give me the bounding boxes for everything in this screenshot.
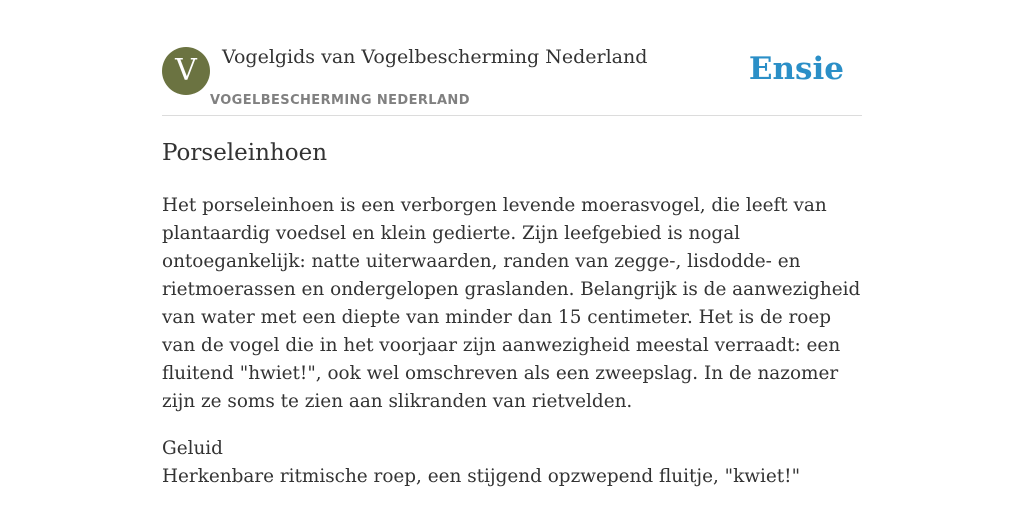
entry-subheading: Geluid — [162, 438, 223, 459]
page — [162, 0, 862, 512]
entry-subtext: Herkenbare ritmische roep, een stijgend opzwepend fluitje, "kwiet!" — [162, 466, 801, 487]
entry-title: Porseleinhoen — [162, 140, 328, 166]
source-title[interactable]: Vogelgids van Vogelbescherming Nederland — [222, 46, 648, 68]
ensie-logo[interactable]: Ensie — [748, 51, 844, 87]
source-avatar: V — [162, 47, 210, 95]
source-header — [162, 0, 862, 116]
source-organization[interactable]: VOGELBESCHERMING NEDERLAND — [210, 93, 470, 108]
entry-body: Het porseleinhoen is een verborgen levende moerasvogel, die leeft van plantaardig voedsel en klein gedierte. Zijn leefgebied is nogal ontoegankelijk: natte uiterwaarden, randen van zegge-, lisdodde- en rietmoerassen en ondergelopen graslanden. Belangrijk is de aanwezigheid van water met een diepte van minder dan 15 centimeter. Het is de roep van de vogel die in het voorjaar zijn aanwezigheid meestal verraadt: een fluitend "hwiet!", ook wel omschreven als een zweepslag. In de nazomer zijn ze soms te zien aan slikranden van rietvelden. — [162, 195, 861, 412]
